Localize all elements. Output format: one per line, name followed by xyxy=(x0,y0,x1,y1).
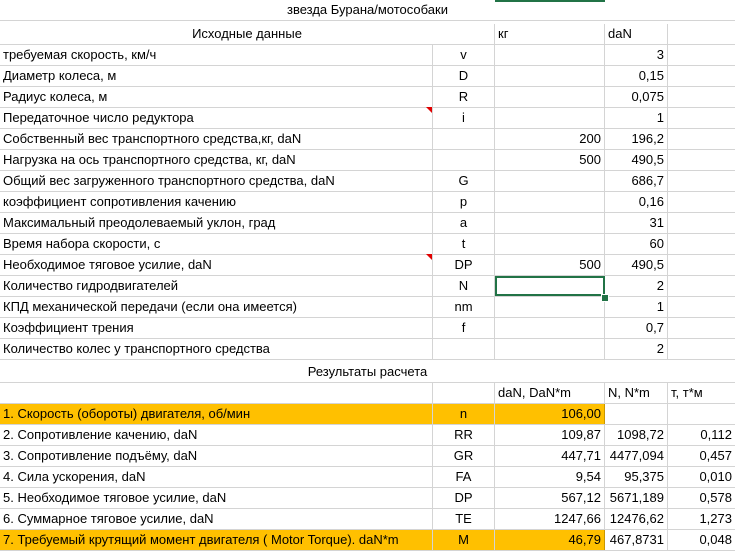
sheet-title[interactable]: звезда Бурана/мотособаки xyxy=(287,2,448,17)
result-symbol[interactable]: TE xyxy=(433,509,495,529)
param-symbol[interactable] xyxy=(433,339,495,359)
empty-cell[interactable] xyxy=(668,66,735,86)
input-row[interactable] xyxy=(0,213,735,234)
result-value-dan[interactable]: 1247,66 xyxy=(495,509,605,529)
units-row[interactable] xyxy=(0,383,735,404)
result-value-t[interactable]: 0,048 xyxy=(699,532,732,547)
inputs-header-label[interactable]: Исходные данные xyxy=(0,24,495,44)
input-row[interactable] xyxy=(0,255,735,276)
input-row[interactable] xyxy=(0,129,735,150)
result-label[interactable]: 3. Сопротивление подъёму, daN xyxy=(0,446,433,466)
result-label[interactable]: 4. Сила ускорения, daN xyxy=(0,467,433,487)
result-symbol[interactable]: RR xyxy=(433,425,495,445)
result-value-dan[interactable]: 9,54 xyxy=(495,467,605,487)
param-dan-value[interactable]: 490,5 xyxy=(605,150,668,170)
input-row[interactable] xyxy=(0,87,735,108)
input-row[interactable] xyxy=(0,192,735,213)
param-label[interactable]: Необходимое тяговое усилие, daN xyxy=(0,255,433,275)
result-row[interactable] xyxy=(0,530,735,551)
inputs-header-row[interactable] xyxy=(0,24,735,45)
result-value-dan[interactable]: 447,71 xyxy=(495,446,605,466)
param-dan-value[interactable]: 31 xyxy=(605,213,668,233)
result-row[interactable] xyxy=(0,509,735,530)
param-symbol[interactable]: p xyxy=(433,192,495,212)
empty-cell[interactable] xyxy=(668,213,735,233)
empty-cell[interactable] xyxy=(668,129,735,149)
results-header-label[interactable]: Результаты расчета xyxy=(307,364,428,379)
result-row[interactable] xyxy=(0,446,735,467)
result-symbol[interactable]: DP xyxy=(433,488,495,508)
result-label[interactable]: 5. Необходимое тяговое усилие, daN xyxy=(0,488,433,508)
param-symbol[interactable]: f xyxy=(433,318,495,338)
result-row[interactable] xyxy=(0,467,735,488)
input-row[interactable] xyxy=(0,150,735,171)
param-symbol[interactable]: N xyxy=(433,276,495,296)
result-symbol[interactable]: FA xyxy=(433,467,495,487)
result-value-t[interactable]: 0,457 xyxy=(699,448,732,463)
param-dan-value[interactable]: 490,5 xyxy=(605,255,668,275)
param-kg-value[interactable]: 200 xyxy=(495,129,605,149)
param-dan-value[interactable]: 0,7 xyxy=(605,318,668,338)
param-kg-value[interactable] xyxy=(495,339,605,359)
param-label[interactable]: Время набора скорости, с xyxy=(0,234,433,254)
result-value-n[interactable]: 1098,72 xyxy=(605,425,668,445)
empty-cell[interactable] xyxy=(668,171,735,191)
param-dan-value[interactable]: 3 xyxy=(605,45,668,65)
empty-cell[interactable] xyxy=(668,276,735,296)
input-row[interactable] xyxy=(0,297,735,318)
comment-indicator-icon[interactable] xyxy=(426,254,432,260)
input-row[interactable] xyxy=(0,318,735,339)
fill-handle[interactable] xyxy=(601,294,609,302)
results-header-row[interactable] xyxy=(0,362,735,383)
col-header-kg[interactable]: кг xyxy=(495,24,605,44)
param-dan-value[interactable]: 686,7 xyxy=(605,171,668,191)
param-kg-value[interactable] xyxy=(495,171,605,191)
input-row[interactable] xyxy=(0,66,735,87)
param-label[interactable]: Количество гидродвигателей xyxy=(0,276,433,296)
result-value-dan[interactable]: 567,12 xyxy=(495,488,605,508)
param-dan-value[interactable]: 2 xyxy=(605,276,668,296)
result-value-t[interactable] xyxy=(668,404,735,424)
param-label[interactable]: КПД механической передачи (если она имеется) xyxy=(0,297,433,317)
empty-cell[interactable] xyxy=(0,383,433,403)
result-value-dan[interactable]: 106,00 xyxy=(495,404,605,424)
param-symbol[interactable]: v xyxy=(433,45,495,65)
result-label[interactable]: 6. Суммарное тяговое усилие, daN xyxy=(0,509,433,529)
result-value-n[interactable]: 467,8731 xyxy=(605,530,668,550)
param-symbol[interactable]: nm xyxy=(433,297,495,317)
param-dan-value[interactable]: 1 xyxy=(605,297,668,317)
param-label[interactable]: Собственный вес транспортного средства,кг, daN xyxy=(0,129,433,149)
result-value-n[interactable]: 4477,094 xyxy=(605,446,668,466)
empty-cell[interactable] xyxy=(668,150,735,170)
result-value-n[interactable]: 95,375 xyxy=(605,467,668,487)
result-value-n[interactable]: 5671,189 xyxy=(605,488,668,508)
param-kg-value[interactable] xyxy=(495,213,605,233)
param-kg-value[interactable] xyxy=(495,192,605,212)
param-kg-value[interactable] xyxy=(495,66,605,86)
param-kg-value[interactable] xyxy=(495,234,605,254)
param-dan-value[interactable]: 0,16 xyxy=(605,192,668,212)
result-row[interactable] xyxy=(0,488,735,509)
result-value-t[interactable]: 0,578 xyxy=(699,490,732,505)
result-symbol[interactable]: n xyxy=(433,404,495,424)
param-symbol[interactable]: DP xyxy=(433,255,495,275)
param-label[interactable]: Общий вес загруженного транспортного средства, daN xyxy=(0,171,433,191)
result-row[interactable] xyxy=(0,404,735,425)
param-symbol[interactable]: R xyxy=(433,87,495,107)
param-kg-value[interactable] xyxy=(495,45,605,65)
param-label[interactable]: Количество колес у транспортного средства xyxy=(0,339,433,359)
param-dan-value[interactable]: 60 xyxy=(605,234,668,254)
param-label[interactable]: коэффициент сопротивления качению xyxy=(0,192,433,212)
input-row[interactable] xyxy=(0,171,735,192)
result-value-n[interactable]: 12476,62 xyxy=(605,509,668,529)
comment-indicator-icon[interactable] xyxy=(426,107,432,113)
param-kg-value[interactable] xyxy=(495,318,605,338)
param-symbol[interactable]: i xyxy=(433,108,495,128)
input-row[interactable] xyxy=(0,234,735,255)
result-value-dan[interactable]: 46,79 xyxy=(495,530,605,550)
result-label[interactable]: 1. Скорость (обороты) двигателя, об/мин xyxy=(0,404,433,424)
param-dan-value[interactable]: 0,075 xyxy=(605,87,668,107)
param-kg-value[interactable]: 500 xyxy=(495,150,605,170)
unit-label-t[interactable]: т, т*м xyxy=(671,385,703,400)
param-kg-value[interactable] xyxy=(495,297,605,317)
param-label[interactable]: Максимальный преодолеваемый уклон, град xyxy=(0,213,433,233)
result-value-t[interactable]: 1,273 xyxy=(699,511,732,526)
empty-cell[interactable] xyxy=(668,318,735,338)
param-symbol[interactable]: G xyxy=(433,171,495,191)
result-value-t[interactable]: 0,010 xyxy=(699,469,732,484)
param-label[interactable]: Диаметр колеса, м xyxy=(0,66,433,86)
param-label[interactable]: Коэффициент трения xyxy=(0,318,433,338)
result-label[interactable]: 7. Требуемый крутящий момент двигателя ( Motor Torque). daN*m xyxy=(0,530,433,550)
param-kg-value[interactable]: 500 xyxy=(495,255,605,275)
unit-label-dan[interactable]: daN, DaN*m xyxy=(495,383,605,403)
empty-cell[interactable] xyxy=(668,45,735,65)
param-symbol[interactable]: a xyxy=(433,213,495,233)
empty-cell[interactable] xyxy=(668,24,735,44)
param-dan-value[interactable]: 2 xyxy=(605,339,668,359)
param-kg-value[interactable] xyxy=(495,87,605,107)
input-row[interactable] xyxy=(0,108,735,129)
param-symbol[interactable]: D xyxy=(433,66,495,86)
param-dan-value[interactable]: 0,15 xyxy=(605,66,668,86)
param-dan-value[interactable]: 196,2 xyxy=(605,129,668,149)
empty-cell[interactable] xyxy=(668,108,735,128)
param-symbol[interactable] xyxy=(433,150,495,170)
param-label[interactable]: требуемая скорость, км/ч xyxy=(0,45,433,65)
col-header-dan[interactable]: daN xyxy=(605,24,668,44)
param-label[interactable]: Нагрузка на ось транспортного средства, кг, daN xyxy=(0,150,433,170)
input-row[interactable] xyxy=(0,339,735,360)
param-symbol[interactable]: t xyxy=(433,234,495,254)
empty-cell[interactable] xyxy=(668,339,735,359)
result-label[interactable]: 2. Сопротивление качению, daN xyxy=(0,425,433,445)
empty-cell[interactable] xyxy=(668,255,735,275)
selected-cell[interactable] xyxy=(495,276,605,296)
unit-label-n[interactable]: N, N*m xyxy=(605,383,668,403)
empty-cell[interactable] xyxy=(433,383,495,403)
param-symbol[interactable] xyxy=(433,129,495,149)
result-value-n[interactable] xyxy=(605,404,668,424)
empty-cell[interactable] xyxy=(668,192,735,212)
param-dan-value[interactable]: 1 xyxy=(605,108,668,128)
empty-cell[interactable] xyxy=(668,87,735,107)
title-row[interactable] xyxy=(0,0,735,21)
empty-cell[interactable] xyxy=(668,297,735,317)
empty-cell[interactable] xyxy=(668,234,735,254)
result-value-dan[interactable]: 109,87 xyxy=(495,425,605,445)
result-row[interactable] xyxy=(0,425,735,446)
param-label[interactable]: Передаточное число редуктора xyxy=(0,108,433,128)
result-symbol[interactable]: GR xyxy=(433,446,495,466)
input-row[interactable] xyxy=(0,276,735,297)
result-value-t[interactable]: 0,112 xyxy=(700,427,732,442)
result-symbol[interactable]: M xyxy=(433,530,495,550)
input-row[interactable] xyxy=(0,45,735,66)
param-label[interactable]: Радиус колеса, м xyxy=(0,87,433,107)
param-kg-value[interactable] xyxy=(495,108,605,128)
